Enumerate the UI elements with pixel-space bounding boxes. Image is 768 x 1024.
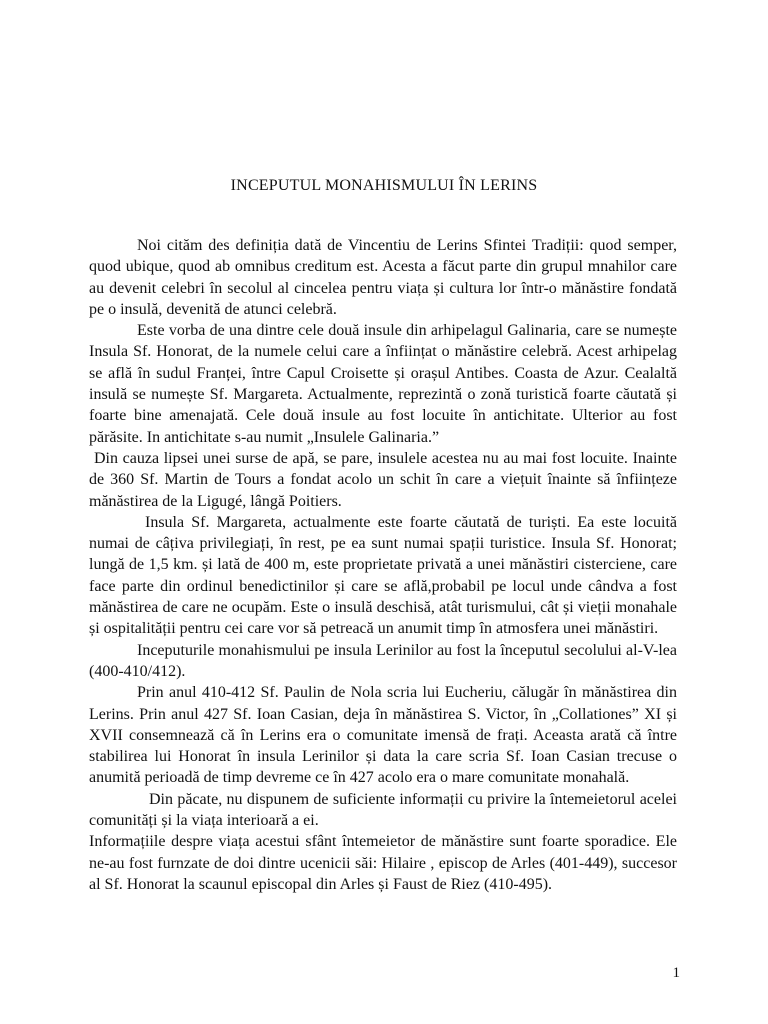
paragraph-7: Din păcate, nu dispunem de suficiente informații cu privire la întemeietorul acelei comunități și la viața interioară a ei. [89,790,677,830]
paragraph-4: Insula Sf. Margareta, actualmente este foarte căutată de turiști. Ea este locuită numai de câțiva privilegiați, în rest, pe ea sunt numai spații turistice. Insula Sf. Honorat; lungă de 1,5 km. și lată de 400 m, este proprietate privată a unei mănăstiri cisterciene, care face parte din ordinul benedictinilor și care se află,probabil pe locul unde cândva a fost mănăstirea de care ne ocupăm. Este o insulă deschisă, atât turismului, cât și vieții monahale și ospitalității pentru cei care vor să petreacă un anumit timp în atmosfera unei mănăstiri. [89,513,677,638]
page-title: INCEPUTUL MONAHISMULUI ÎN LERINS [230,177,538,194]
paragraph-6: Prin anul 410-412 Sf. Paulin de Nola scria lui Eucheriu, călugăr în mănăstirea din Lerins. Prin anul 427 Sf. Ioan Casian, deja în mănăstirea S. Victor, în „Collationes” XI și XVII consemnează că în Lerins era o comunitate imensă de frați. Aceasta arată că între stabilirea lui Honorat în insula Lerinilor și data la care scria Sf. Ioan Casian trecuse o anumită perioadă de timp devreme ce în 427 acolo era o mare comunitate monahală. [89,684,677,787]
paragraph-2: Este vorba de una dintre cele două insule din arhipelagul Galinaria, care se numește Insula Sf. Honorat, de la numele celui care a înființat o mănăstire celebră. Acest arhipelag se află în sudul Franței, între Capul Croisette și orașul Antibes. Coasta de Azur. Cealaltă insulă se numește Sf. Margareta. Actualmente, reprezintă o zonă turistică foarte căutată și foarte bine amenajată. Cele două insule au fost locuite în antichitate. Ulterior au fost părăsite. In antichitate s-au numit „Insulele Galinaria.” [89,322,677,446]
page-number: 1 [672,965,680,981]
paragraph-8: Informațiile despre viața acestui sfânt întemeietor de mănăstire sunt foarte sporadice. Ele ne-au fost furnzate de doi dintre ucenicii săi: Hilaire , episcop de Arles (401-449), succesor al Sf. Honorat la scaunul episcopal din Arles și Faust de Riez (410-495). [89,833,677,893]
document-body [89,235,677,895]
paragraph-5: Inceputurile monahismului pe insula Lerinilor au fost la începutul secolului al-V-lea (400-410/412). [89,641,677,680]
paragraph-1: Noi cităm des definiția dată de Vincentiu de Lerins Sfintei Tradiții: quod semper, quod ubique, quod ab omnibus creditum est. Acesta a făcut parte din grupul mnahilor care au devenit celebri în secolul al cincelea pentru viața și cultura lor într-o mănăstire fondată pe o insulă, devenită de atunci celebră. [89,237,677,318]
paragraph-3: Din cauza lipsei unei surse de apă, se pare, insulele acestea nu au mai fost locuite. Inainte de 360 Sf. Martin de Tours a fondat acolo un schit în care a viețuit înainte să înființeze mănăstirea de la Ligugé, lângă Poitiers. [89,449,677,510]
